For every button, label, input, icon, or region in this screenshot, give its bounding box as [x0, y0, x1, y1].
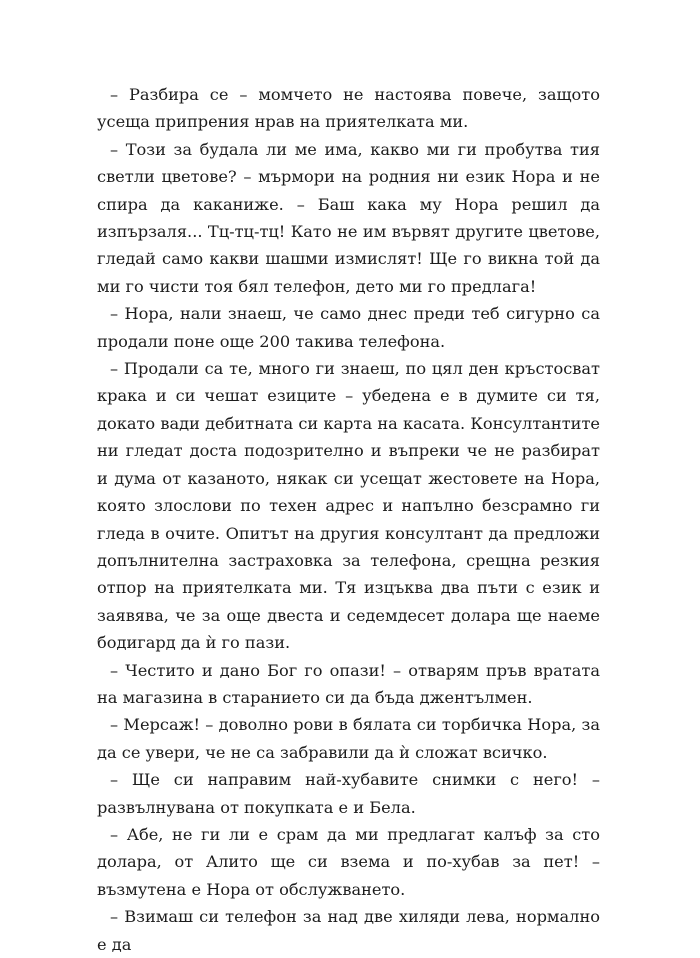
paragraph: – Разбира се – момчето не настоява повече, защото усеща припрения нрав на приятелката ми. — [97, 85, 600, 132]
paragraph: – Честито и дано Бог го опази! – отварям пръв вратата на магазина в старанието си да бъда джентълмен. — [97, 660, 600, 707]
paragraph: – Нора, нали знаеш, че само днес преди теб сигурно са продали поне още 200 такива телефона. — [97, 304, 600, 351]
paragraph: – Взимаш си телефон за над две хиляди лева, нормално е да — [97, 907, 600, 954]
paragraph: – Мерсаж! – доволно рови в бялата си торбичка Нора, за да се увери, че не са забравили да ѝ сложат всичко. — [97, 715, 600, 762]
page-text — [97, 81, 600, 958]
paragraph: – Абе, не ги ли е срам да ми предлагат калъф за сто долара, от Алито ще си взема и по-хубав за пет! – възмутена е Нора от обслужването. — [97, 824, 600, 899]
paragraph: – Ще си направим най-хубавите снимки с него! – развълнувана от покупката е и Бела. — [97, 770, 600, 817]
paragraph: – Този за будала ли ме има, какво ми ги пробутва тия светли цветове? – мърмори на родния ни език Нора и не спира да каканиже. – Баш кака му Нора решил да изпързаля... Тц-тц-тц! Като не им вървят другите цветове, гледай само какви шашми измислят! Ще го викна той да ми го чисти тоя бял телефон, дето ми го предлага! — [97, 139, 600, 296]
paragraph: – Продали са те, много ги знаеш, по цял ден кръстосват крака и си чешат езиците – убедена е в думите си тя, докато вади дебитната си карта на касата. Консултантите ни гледат доста подозрително и въпреки че не разбират и дума от казаното, някак си усещат жестовете на Нора, която злослови по техен адрес и напълно безсрамно ги гледа в очите. Опитът на другия консултант да предложи допълнителна застраховка за телефона, срещна резкия отпор на приятелката ми. Тя изцъква два пъти с език и заявява, че за още двеста и седемдесет долара ще наеме бодигард да ѝ го пази. — [97, 359, 600, 653]
